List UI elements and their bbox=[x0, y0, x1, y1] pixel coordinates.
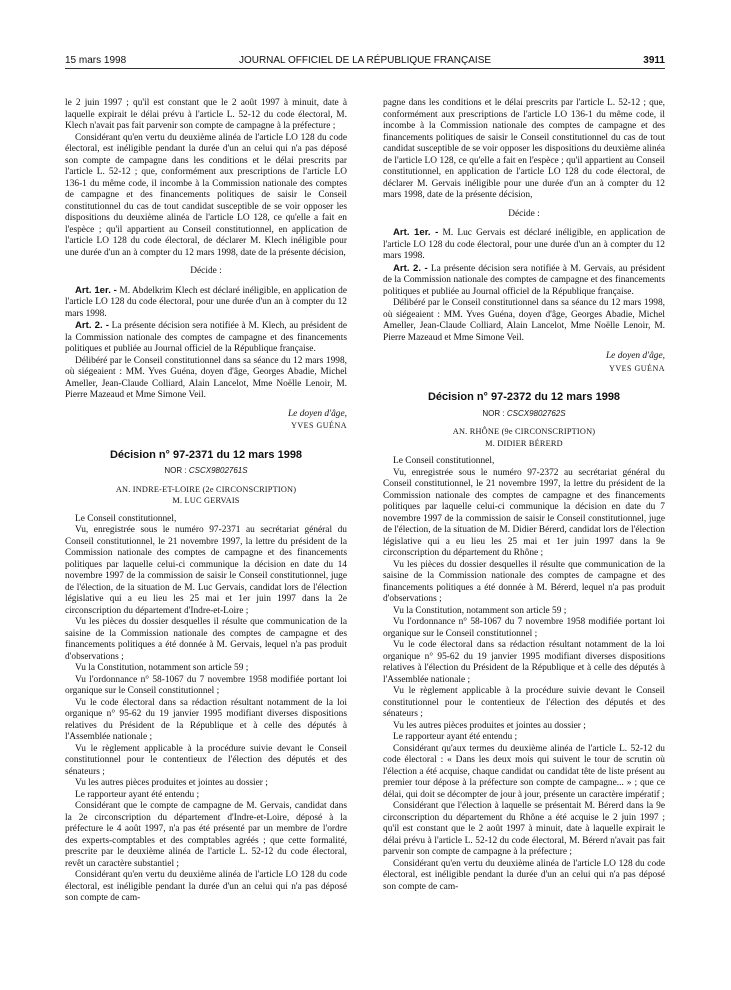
article-text: M. Luc Gervais est déclaré inéligible, en application de l'article LO 128 du code électoral, pour une durée d'un an à compter du 12 mars 1998. bbox=[383, 228, 666, 261]
article-1 bbox=[65, 285, 347, 321]
nor-code: CSCX9802762S bbox=[506, 408, 566, 418]
nor-label: NOR : bbox=[164, 466, 187, 475]
signature-title: Le doyen d'âge, bbox=[287, 408, 347, 419]
paragraph: Vu le règlement applicable à la procédure suivie devant le Conseil constitutionnel pour le contentieux de l'élection des députés et des sénateurs ; bbox=[65, 743, 347, 777]
paragraph: le 2 juin 1997 ; qu'il est constant que le 2 août 1997 à minuit, date à laquelle expirait le délai prévu à l'article L. 52-12 du code électoral, M. Klech n'avait pas fait parvenir son compte de campagne à la préfecture ; bbox=[65, 98, 347, 131]
paragraph: Vu la Constitution, notamment son article 59 ; bbox=[393, 605, 567, 616]
article-text: La présente décision sera notifiée à M. Klech, au président de la Commission nationale des comptes de campagne et des financements politiques et publiée au Journal officiel de la République française. bbox=[65, 321, 347, 354]
paragraph: Vu le règlement applicable à la procédure suivie devant le Conseil constitutionnel pour le contentieux de l'élection des députés et des sénateurs ; bbox=[383, 686, 665, 719]
paragraph: Considérant qu'en vertu du deuxième alinéa de l'article LO 128 du code électoral, est inéligible pendant la durée d'un an celui qui n'a pas déposé son compte de cam- bbox=[383, 858, 665, 892]
candidate-name: M. DIDIER BÉRERD bbox=[485, 438, 563, 448]
decision-title: Décision n° 97-2371 du 12 mars 1998 bbox=[109, 448, 303, 461]
page-header bbox=[65, 50, 665, 70]
paragraph: Vu, enregistrée sous le numéro 97-2372 au secrétariat général du Conseil constitutionnel, le 21 novembre 1997, la lettre du président de la Commission nationale des comptes de campagne et des financements politiques par laquelle celui-ci communique la décision en date du 7 novembre 1997 de la commission de saisir le Conseil constitutionnel, juge de l'élection, de la situation de M. Didier Bérerd, candidat lors de l'élection législative qui a eu lieu les 25 mai et 1er juin 1997 dans la 9e circonscription du département du Rhône ; bbox=[383, 467, 665, 558]
nor-code: CSCX9802761S bbox=[188, 466, 248, 475]
paragraph: Vu les autres pièces produites et jointes au dossier ; bbox=[393, 720, 586, 731]
paragraph: Vu, enregistrée sous le numéro 97-2371 au secrétariat général du Conseil constitutionnel, le 21 novembre 1997, la lettre du président de la Commission nationale des comptes de campagne et des financements politiques par laquelle celui-ci communique la décision en date du 14 novembre 1997 de la commission de saisir le Conseil constitutionnel, juge de l'élection, de la situation de M. Luc Gervais, candidat lors de l'élection législative qui a eu lieu les 25 mai et 1er juin 1997 dans la 2e circonscription du département d'Indre-et-Loire ; bbox=[65, 525, 347, 616]
paragraph: Considérant qu'en vertu du deuxième alinéa de l'article LO 128 du code électoral, est inéligible pendant la durée d'un an celui qui n'a pas déposé son compte de cam- bbox=[65, 870, 347, 903]
paragraph: Considérant que l'élection à laquelle se présentait M. Bérerd dans la 9e circonscription du département du Rhône a été acquise le 2 juin 1997 ; qu'il est constant que le 2 août 1997 à minuit, date à laquelle expirait le délai prévu à l'article L. 52-12 du code électoral, M. Bérerd n'avait pas fait parvenir son compte de campagne à la préfecture ; bbox=[383, 801, 665, 857]
paragraph: Considérant qu'en vertu du deuxième alinéa de l'article LO 128 du code électoral, est inéligible pendant la durée d'un an celui qui n'a pas déposé son compte de campagne dans les conditions et le délai prescrits par l'article L. 52-12 ; que, conformément aux prescriptions de l'article LO 136-1 du même code, il incombe à la Commission nationale des comptes de campagne et des financements politiques de saisir le Conseil constitutionnel du cas de tout candidat susceptible de se voir opposer les dispositions du deuxième alinéa de l'article LO 128, ce qu'elle a fait en l'espèce ; qu'il appartient au Conseil constitutionnel, en application de l'article LO 128 du code électoral, de déclarer M. Klech inéligible pour une durée d'un an à compter du 12 mars 1998, date de la présente décision, bbox=[65, 132, 347, 258]
decision-title: Décision n° 97-2372 du 12 mars 1998 bbox=[427, 391, 621, 403]
article-text: M. Abdelkrim Klech est déclaré inéligible, en application de l'article LO 128 du code électoral, pour une durée d'un an à compter du 12 mars 1998. bbox=[65, 285, 347, 319]
candidate-name: M. LUC GERVAIS bbox=[172, 496, 240, 505]
left-column bbox=[65, 98, 347, 905]
paragraph: Délibéré par le Conseil constitutionnel dans sa séance du 12 mars 1998, où siégeaient : MM. Yves Guéna, doyen d'âge, Georges Abadie, Michel Ameller, Jean-Claude Colliard, Alain Lancelot, Mme Noëlle Lenoir, M. Pierre Mazeaud et Mme Simone Veil. bbox=[383, 298, 665, 343]
paragraph: Vu l'ordonnance n° 58-1067 du 7 novembre 1958 modifiée portant loi organique sur le Conseil constitutionnel ; bbox=[65, 674, 347, 696]
signature-name: YVES GUÉNA bbox=[291, 421, 347, 430]
circonscription: AN. RHÔNE (9e CIRCONSCRIPTION) bbox=[452, 427, 596, 436]
header-page-number: 3911 bbox=[643, 55, 665, 66]
paragraph: Vu les autres pièces produites et jointes au dossier ; bbox=[75, 778, 268, 788]
paragraph: Vu les pièces du dossier desquelles il résulte que communication de la saisine de la Commission nationale des comptes de campagne et des financements politiques a été donnée à M. Gervais, lequel n'a pas produit d'observations ; bbox=[65, 617, 347, 662]
right-column bbox=[383, 98, 665, 893]
paragraph: Vu l'ordonnance n° 58-1067 du 7 novembre 1958 modifiée portant loi organique sur le Conseil constitutionnel ; bbox=[383, 617, 665, 639]
decide-heading: Décide : bbox=[190, 266, 222, 276]
paragraph: pagne dans les conditions et le délai prescrits par l'article L. 52-12 ; que, conformément aux prescriptions de l'article LO 136-1 du même code, il incombe à la Commission nationale des comptes de campagne et des financements politiques de saisir le Conseil constitutionnel du cas de tout candidat susceptible de se voir opposer les dispositions du deuxième alinéa de l'article LO 128, ce qu'elle a fait en l'espèce ; qu'il appartient au Conseil constitutionnel, en application de l'article LO 128 du code électoral, de déclarer M. Gervais inéligible pour une durée d'un an à compter du 12 mars 1998, date de la présente décision, bbox=[383, 98, 665, 200]
article-2 bbox=[383, 263, 665, 299]
article-text: La présente décision sera notifiée à M. Gervais, au président de la Commission nationale des comptes de campagne et des financements politiques et publiée au Journal officiel de la République française. bbox=[383, 263, 665, 297]
article-label: Art. 2. - bbox=[75, 320, 109, 331]
header-date: 15 mars 1998 bbox=[65, 55, 127, 66]
paragraph: Le rapporteur ayant été entendu ; bbox=[75, 789, 200, 800]
paragraph: Vu le code électoral dans sa rédaction résultant notamment de la loi organique n° 95-62 du 19 janvier 1995 modifiant diverses dispositions relatives du Président de la République et à celle des députés à l'Assemblée nationale ; bbox=[65, 697, 347, 742]
signature-title: Le doyen d'âge, bbox=[605, 351, 665, 361]
signature bbox=[383, 351, 665, 374]
nor-label: NOR : bbox=[482, 408, 505, 418]
paragraph: Le Conseil constitutionnel, bbox=[75, 513, 177, 524]
paragraph: Le rapporteur ayant été entendu ; bbox=[393, 732, 518, 742]
paragraph: Vu le code électoral dans sa rédaction résultant notamment de la loi organique n° 95-62 du 19 janvier 1995 modifiant diverses dispositions relatives à l'élection du Président de la République et à celle des députés à l'Assemblée nationale ; bbox=[383, 640, 665, 685]
article-1 bbox=[383, 227, 665, 263]
header-journal-title: JOURNAL OFFICIEL DE LA RÉPUBLIQUE FRANÇAISE bbox=[238, 55, 492, 66]
paragraph: Délibéré par le Conseil constitutionnel dans sa séance du 12 mars 1998, où siégeaient : MM. Yves Guéna, doyen d'âge, Georges Abadie, Michel Ameller, Jean-Claude Colliard, Alain Lancelot, Mme Noëlle Lenoir, M. Pierre Mazeaud et Mme Simone Veil. bbox=[65, 355, 347, 400]
header-rule bbox=[65, 68, 665, 69]
paragraph: Vu les pièces du dossier desquelles il résulte que communication de la saisine de la Commission nationale des comptes de campagne et des financements politiques a été donnée à M. Bérerd, lequel n'a pas produit d'observations ; bbox=[383, 559, 665, 604]
signature bbox=[65, 409, 347, 432]
nor-line bbox=[383, 408, 665, 420]
decide-heading: Décide : bbox=[508, 208, 540, 219]
paragraph: Le Conseil constitutionnel, bbox=[393, 456, 495, 466]
paragraph: Vu la Constitution, notamment son article 59 ; bbox=[75, 663, 249, 673]
article-label: Art. 1er. - bbox=[393, 227, 439, 238]
article-label: Art. 2. - bbox=[393, 262, 428, 274]
paragraph: Considérant que le compte de campagne de M. Gervais, candidat dans la 2e circonscription du département d'Indre-et-Loire, déposé à la préfecture le 4 août 1997, n'a pas été présenté par un membre de l'ordre des experts-comptables et des comptables agréés ; que cette formalité, prescrite par le deuxième alinéa de l'article L. 52-12 du code électoral, revêt un caractère substantiel ; bbox=[65, 801, 347, 869]
circonscription: AN. INDRE-ET-LOIRE (2e CIRCONSCRIPTION) bbox=[115, 484, 297, 494]
paragraph: Considérant qu'aux termes du deuxième alinéa de l'article L. 52-12 du code électoral : « Dans les deux mois qui suivent le tour de scrutin où l'élection a été acquise, chaque candidat ou candidat tête de liste présent au premier tour dépose à la préfecture son compte de campagne... » ; que ce délai, qui doit se décompter de jour à jour, présente un caractère impératif ; bbox=[383, 743, 665, 800]
nor-line bbox=[65, 465, 347, 477]
article-label: Art. 1er. - bbox=[75, 284, 117, 296]
article-2 bbox=[65, 320, 347, 356]
signature-name: YVES GUÉNA bbox=[609, 363, 665, 373]
